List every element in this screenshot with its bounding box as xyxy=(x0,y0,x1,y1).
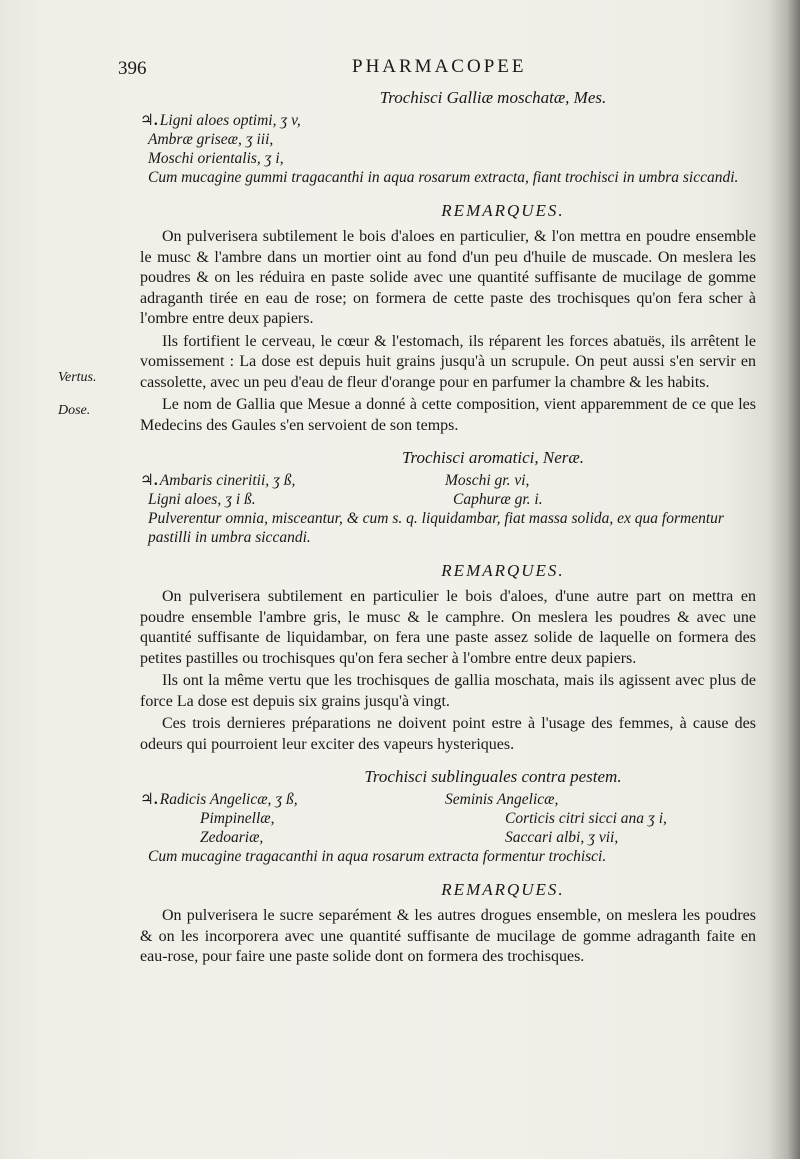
ingredient-line: Pimpinellæ, xyxy=(200,810,275,827)
ingredient-line: Ambræ griseæ, ʒ iii, xyxy=(148,131,274,148)
page-gutter-shadow xyxy=(768,0,800,1159)
ingredient-line: Ambaris cineritii, ʒ ß, xyxy=(159,472,296,489)
ingredient-line: Corticis citri sicci ana ʒ i, xyxy=(505,810,667,827)
paragraph: Ces trois dernieres préparations ne doivent point estre à l'usage des femmes, à cause des odeurs qui pourroient leur exciter des vapeurs hysteriques. xyxy=(140,715,756,753)
ingredient-line: Zedoariæ, xyxy=(200,829,264,846)
recipe-title: Trochisci sublinguales contra pestem. xyxy=(364,767,622,786)
ingredient-line: Radicis Angelicæ, ʒ ß, xyxy=(159,791,298,808)
margin-note-vertus: Vertus. xyxy=(58,370,97,385)
rx-symbol: ♃. xyxy=(140,112,158,129)
ingredient-list xyxy=(140,471,756,547)
paragraph: Le nom de Gallia que Mesue a donné à cette composition, vient apparemment de ce que les Medecins des Gaules s'en servoient de son temps. xyxy=(140,396,756,434)
ingredient-line: Moschi orientalis, ʒ i, xyxy=(148,150,284,167)
remarques-heading: REMARQUES. xyxy=(441,880,565,899)
ingredient-line: Moschi gr. vi, xyxy=(445,472,530,489)
paragraph: On pulverisera le sucre separément & les autres drogues ensemble, on meslera les poudres & on les incorporera avec une quantité suffisante de mucilage de gomme adraganth faite en eau-rose, pour faire une paste solide dont on formera des trochisques. xyxy=(140,907,756,965)
paragraph: On pulverisera subtilement le bois d'aloes en particulier, & l'on mettra en poudre ensemble le musc & l'ambre dans un mortier oint au fond d'un peu d'huile de muscade. On meslera les poudres & on les réduira en paste solide avec une quantité suffisante de mucilage de gomme adraganth tirée en eau de rose; on formera de cette paste des trochisques qu'on fera scher à l'ombre entre deux papiers. xyxy=(140,228,756,327)
ingredient-line: Saccari albi, ʒ vii, xyxy=(505,829,619,846)
page-number: 396 xyxy=(118,58,147,79)
recipe-title: Trochisci Galliæ moschatæ, Mes. xyxy=(379,88,607,107)
ingredient-line: ♃. Ligni aloes optimi, ʒ v, xyxy=(140,112,301,129)
ingredient-line: Pulverentur omnia, misceantur, & cum s. q. liquidambar, fiat massa solida, ex qua formentur pastilli in umbra siccandi. xyxy=(148,510,724,546)
ingredient-line: Cum mucagine tragacanthi in aqua rosarum extracta formentur trochisci. xyxy=(148,848,607,865)
ingredient-line: Ligni aloes, ʒ i ß. xyxy=(148,491,256,508)
rx-symbol: ♃. xyxy=(140,472,158,489)
remarques-heading: REMARQUES. xyxy=(441,201,565,220)
ingredient-list xyxy=(140,111,756,187)
remarques-heading: REMARQUES. xyxy=(441,561,565,580)
recipe-title: Trochisci aromatici, Neræ. xyxy=(402,448,584,467)
page-content xyxy=(140,86,756,970)
ingredient-list xyxy=(140,790,756,866)
paragraph: On pulverisera subtilement en particulier le bois d'aloes, d'une autre part on mettra en poudre ensemble l'ambre gris, le musc & le camphre. On meslera les poudres & avec une quantité suffisante de liquidambar, on fera une paste assez solide de laquelle on formera des petites pastilles ou trochisques qu'on fera secher à l'ombre entre deux papiers. xyxy=(140,588,756,667)
ingredient-line: Cum mucagine gummi tragacanthi in aqua rosarum extracta, fiant trochisci in umbra siccandi. xyxy=(148,169,739,186)
rx-symbol: ♃. xyxy=(140,791,158,808)
ingredient-line: Caphuræ gr. i. xyxy=(453,491,543,508)
running-title: PHARMACOPEE xyxy=(352,56,527,77)
margin-note-dose: Dose. xyxy=(58,403,91,418)
paragraph: Ils ont la même vertu que les trochisques de gallia moschata, mais ils agissent avec plus de force La dose est depuis six grains jusqu'à vingt. xyxy=(140,672,756,710)
paragraph: Ils fortifient le cerveau, le cœur & l'estomach, ils réparent les forces abatuës, ils arrêtent le vomissement : La dose est depuis huit grains jusqu'à un scrupule. On peut aussi s'en servir en cassolette, avec un peu d'eau de fleur d'orange pour en parfumer la chambre & les habits. xyxy=(140,332,756,391)
ingredient-line: Seminis Angelicæ, xyxy=(445,791,559,808)
